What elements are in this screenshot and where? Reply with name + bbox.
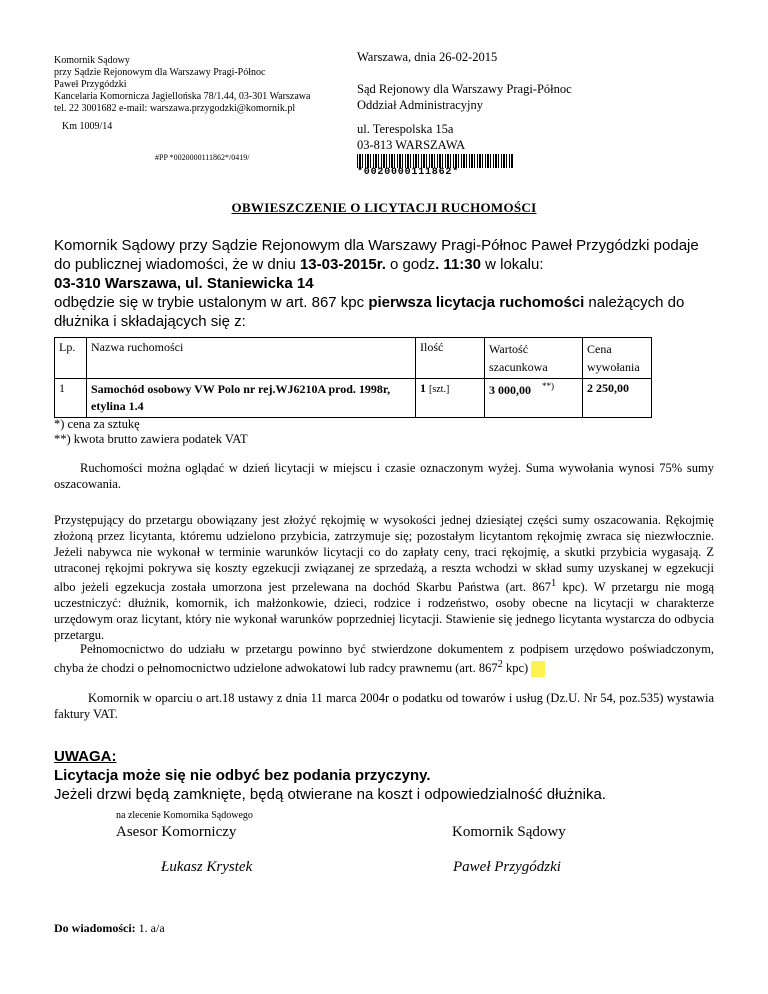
recipient-block bbox=[357, 81, 657, 113]
letterhead-line: tel. 22 3001682 e-mail: warszawa.przygodzki@komornik.pl bbox=[54, 103, 296, 114]
distribution-label: Do wiadomości: bbox=[54, 921, 136, 935]
header-price-line: wywołania bbox=[587, 360, 640, 374]
page-title: OBWIESZCZENIE O LICYTACJI RUCHOMOŚCI bbox=[231, 200, 537, 215]
footnotes bbox=[54, 417, 248, 447]
cell-name: Samochód osobowy VW Polo nr rej.WJ6210A prod. 1998r, etylina 1.4 bbox=[87, 379, 416, 418]
intro-text: w lokalu: bbox=[480, 256, 544, 273]
header-value bbox=[485, 338, 583, 379]
proxy-text: kpc) bbox=[502, 661, 529, 676]
letterhead-line: Paweł Przygódzki bbox=[54, 79, 127, 90]
distribution-value: 1. a/a bbox=[135, 921, 165, 935]
recipient-street: ul. Terespolska 15a bbox=[357, 122, 454, 136]
table-row bbox=[55, 379, 652, 418]
viewing-paragraph: Ruchomości można oglądać w dzień licytacji w miejscu i czasie oznaczonym wyżej. Suma wywołania wynosi 75% sumy oszacowania. bbox=[54, 461, 714, 491]
letterhead-line: przy Sądzie Rejonowym dla Warszawy Pragi-Północ bbox=[54, 67, 266, 78]
header-name: Nazwa ruchomości bbox=[87, 338, 416, 379]
header-price-line: Cena bbox=[587, 342, 612, 356]
qty-unit: [szt.] bbox=[429, 384, 450, 395]
right-signer-name: Paweł Przygódzki bbox=[453, 859, 561, 875]
right-signer-title: Komornik Sądowy bbox=[452, 824, 566, 840]
intro-text: Komornik Sądowy przy Sądzie Rejonowym dla Warszawy Pragi-Północ Paweł Przygódzki podaje do publicznej wiadomości, że w dniu bbox=[54, 237, 699, 273]
barcode-text: *0020000111862* bbox=[357, 167, 460, 178]
footnote: *) cena za sztukę bbox=[54, 417, 140, 431]
recipient-line: Oddział Administracyjny bbox=[357, 98, 484, 112]
intro-text: należących do dłużnika i składających się z: bbox=[54, 294, 685, 330]
distribution-line bbox=[54, 921, 165, 936]
case-number: Km 1009/14 bbox=[62, 121, 113, 132]
vat-paragraph: Komornik w oparciu o art.18 ustawy z dnia 11 marca 2004r o podatku od towarów i usług (Dz.U. Nr 54, poz.535) wystawia faktury VAT. bbox=[54, 691, 714, 721]
article-superscript: 2 bbox=[497, 659, 503, 670]
cell-value bbox=[485, 379, 583, 418]
left-signer-title: Asesor Komorniczy bbox=[116, 824, 237, 840]
value-amount: 3 000,00 bbox=[489, 383, 531, 397]
intro-paragraph bbox=[54, 236, 714, 331]
proxy-paragraph bbox=[54, 641, 714, 677]
bailiff-letterhead bbox=[54, 55, 354, 115]
header-lp: Lp. bbox=[55, 338, 87, 379]
pp-code: #PP *0020000111862*/0419/ bbox=[155, 153, 250, 162]
recipient-city: 03-813 WARSZAWA bbox=[357, 138, 466, 152]
barcode bbox=[357, 154, 514, 168]
qty-value: 1 bbox=[420, 381, 426, 395]
deposit-text: kpc). W przetargu nie mogą uczestniczyć: dłużnik, komornik, ich małżonkowie, dzieci, rodzice i rodzeństwo, osoby obecne na licytacji w charakterze urzędowym oraz licytant, który nie wykonał warunków poprzedniej licytacji. Stawienie się jednego licytanta wystarcza do odbycia przetargu. bbox=[54, 580, 714, 643]
warning-line: Licytacja może się nie odbyć bez podania przyczyny. bbox=[54, 767, 431, 784]
letterhead-line: Kancelaria Komornicza Jagiellońska 78/1.44, 03-301 Warszawa bbox=[54, 91, 311, 102]
warning-block bbox=[54, 747, 606, 804]
deposit-text: Przystępujący do przetargu obowiązany jest złożyć rękojmię w wysokości jednej dziesiątej części sumy oszacowania. Rękojmię złożoną przez licytanta, któremu udzielono przybicia, zatrzymuje się; pozostałym licytantom rękojmię zwraca się niezwłocznie. Jeżeli nabywca nie wykonał w terminie warunków licytacji co do zapłaty ceny, traci rękojmię, a skutki przybicia wygasają. Z utraconej rękojmi pokrywa się koszty egzekucji związanej ze sprzedażą, a reszta wchodzi w skład sumy uzyskanej w egzekucji albo jeżeli egzekucja została umorzona jest przelewana na dochód Skarbu Państwa (art. 867 bbox=[54, 513, 714, 595]
header-value-line: szacunkowa bbox=[489, 360, 548, 374]
items-table bbox=[54, 337, 652, 418]
auction-time: . 11:30 bbox=[435, 256, 481, 273]
deposit-paragraph bbox=[54, 512, 714, 643]
footnote: **) kwota brutto zawiera podatek VAT bbox=[54, 432, 248, 446]
auction-address: 03-310 Warszawa, ul. Staniewicka 14 bbox=[54, 275, 314, 292]
letterhead-line: Komornik Sądowy bbox=[54, 55, 130, 66]
table-header-row bbox=[55, 338, 652, 379]
cell-lp: 1 bbox=[55, 379, 87, 418]
header-qty: Ilość bbox=[416, 338, 485, 379]
warning-heading: UWAGA: bbox=[54, 748, 117, 765]
cell-price: 2 250,00 bbox=[583, 379, 652, 418]
header-price bbox=[583, 338, 652, 379]
recipient-line: Sąd Rejonowy dla Warszawy Pragi-Północ bbox=[357, 82, 572, 96]
proxy-text: Pełnomocnictwo do udziału w przetargu powinno być stwierdzone dokumentem z podpisem urzędowo poświadczonym, chyba że chodzi o pełnomocnictwo udzielone adwokatowi lub radcy prawnemu (art. 867 bbox=[54, 642, 714, 676]
warning-line: Jeżeli drzwi będą zamknięte, będą otwierane na koszt i odpowiedzialność dłużnika. bbox=[54, 786, 606, 803]
on-behalf-note: na zlecenie Komornika Sądowego bbox=[116, 810, 253, 821]
document-date: Warszawa, dnia 26-02-2015 bbox=[357, 50, 498, 64]
auction-date: 13-03-2015r. bbox=[299, 256, 386, 273]
cell-qty bbox=[416, 379, 485, 418]
intro-text: o godz bbox=[385, 256, 436, 273]
article-superscript: 1 bbox=[551, 578, 557, 589]
intro-text: odbędzie się w trybie ustalonym w art. 867 kpc bbox=[54, 294, 369, 311]
recipient-address bbox=[357, 121, 465, 153]
header-value-line: Wartość bbox=[489, 342, 529, 356]
value-footnote-mark: **) bbox=[542, 381, 554, 391]
auction-type: pierwsza licytacja ruchomości bbox=[368, 294, 585, 311]
left-signer-name: Łukasz Krystek bbox=[161, 859, 253, 875]
highlight-mark bbox=[531, 661, 545, 677]
